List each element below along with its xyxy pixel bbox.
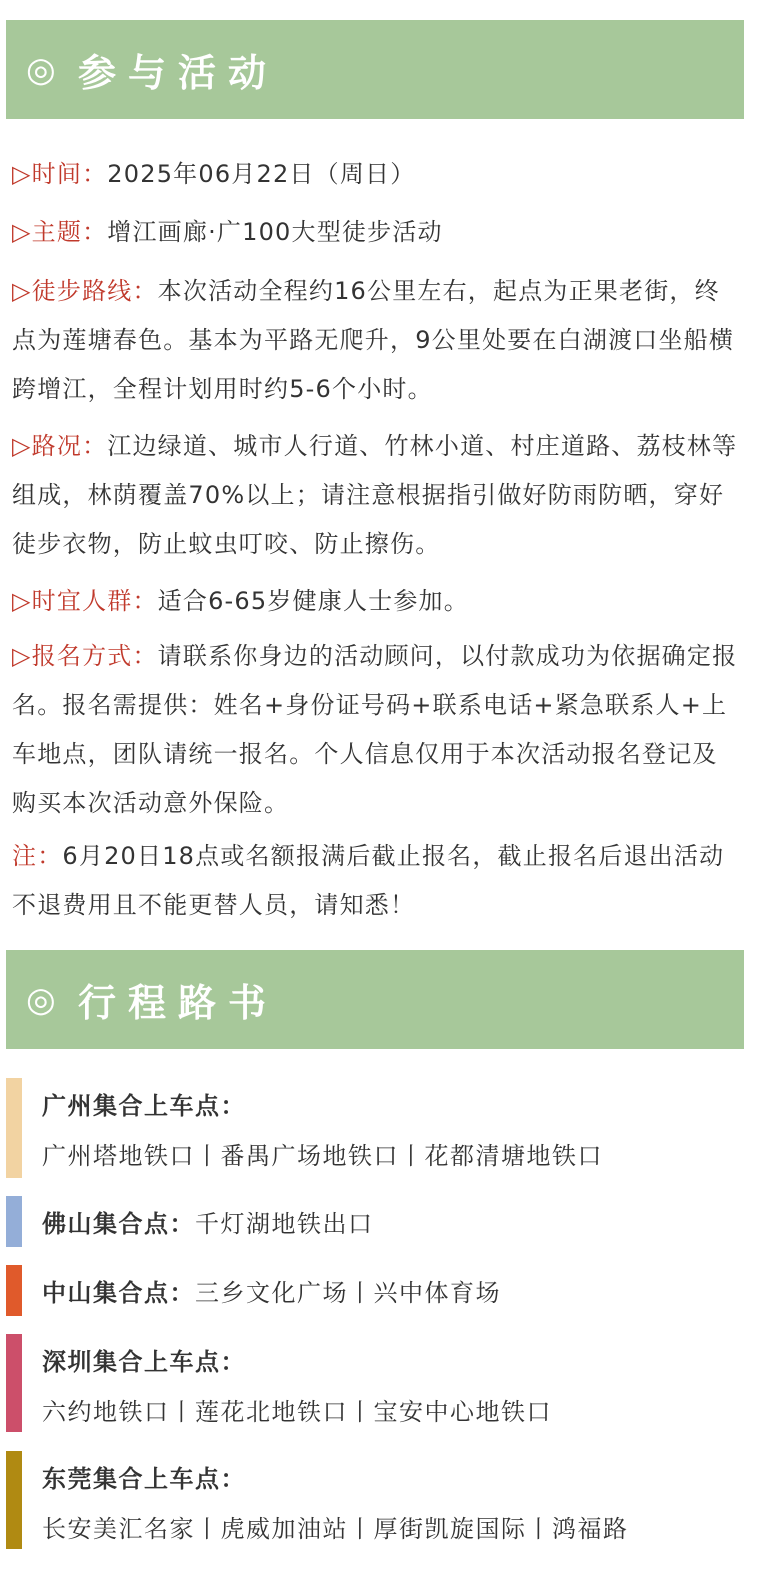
meeting-places: 六约地铁口丨莲花北地铁口丨宝安中心地铁口 — [42, 1398, 552, 1426]
info-label: 时宜人群： — [31, 587, 158, 615]
section-banner-itinerary — [6, 950, 744, 1049]
meeting-point-zhongshan — [6, 1265, 746, 1316]
meeting-point-guangzhou — [6, 1078, 746, 1178]
section-title: 行程路书 — [78, 981, 279, 1025]
info-road — [12, 422, 742, 569]
info-text: 适合6-65岁健康人士参加。 — [157, 587, 469, 615]
color-bar — [6, 1078, 22, 1178]
info-text: 2025年06月22日（周日） — [107, 160, 416, 188]
section-title: 参与活动 — [78, 51, 279, 95]
info-text: 请联系你身边的活动顾问，以付款成功为依据确定报名。报名需提供：姓名+身份证号码+联系电话+紧急联系人+上车地点，团队请统一报名。个人信息仅用于本次活动报名登记及购买本次活动意外保险。 — [12, 642, 738, 817]
meeting-title — [42, 1273, 501, 1308]
note — [12, 832, 742, 930]
info-label: 时间： — [31, 160, 108, 188]
color-bar — [6, 1196, 22, 1247]
triangle-right-icon: ▷ — [12, 587, 32, 615]
meeting-title: 广州集合上车点： — [42, 1092, 246, 1120]
triangle-right-icon: ▷ — [12, 218, 32, 246]
color-bar — [6, 1334, 22, 1432]
section-banner-participate — [6, 20, 744, 119]
note-label: 注： — [12, 842, 63, 870]
info-time — [12, 150, 742, 199]
meeting-places: 千灯湖地铁出口 — [195, 1210, 374, 1238]
circle-icon: ◎ — [26, 49, 56, 90]
info-route — [12, 267, 742, 414]
triangle-right-icon: ▷ — [12, 432, 32, 460]
info-text: 江边绿道、城市人行道、竹林小道、村庄道路、荔枝林等组成，林荫覆盖70%以上；请注意根据指引做好防雨防晒，穿好徒步衣物，防止蚊虫叮咬、防止擦伤。 — [12, 432, 738, 558]
circle-icon: ◎ — [26, 979, 56, 1020]
meeting-places: 广州塔地铁口丨番禺广场地铁口丨花都清塘地铁口 — [42, 1142, 603, 1170]
color-bar — [6, 1451, 22, 1549]
note-text: 6月20日18点或名额报满后截止报名，截止报名后退出活动不退费用且不能更替人员，请知悉！ — [12, 842, 725, 919]
color-bar — [6, 1265, 22, 1316]
meeting-point-dongguan — [6, 1451, 746, 1549]
triangle-right-icon: ▷ — [12, 277, 32, 305]
info-label: 路况： — [31, 432, 108, 460]
meeting-title: 深圳集合上车点： — [42, 1348, 246, 1376]
info-signup — [12, 632, 742, 828]
meeting-title-label: 佛山集合点： — [42, 1210, 195, 1238]
meeting-title: 东莞集合上车点： — [42, 1465, 246, 1493]
info-theme — [12, 208, 742, 257]
triangle-right-icon: ▷ — [12, 160, 32, 188]
meeting-title — [42, 1204, 374, 1239]
info-text: 本次活动全程约16公里左右，起点为正果老街，终点为莲塘春色。基本为平路无爬升，9公里处要在白湖渡口坐船横跨增江，全程计划用时约5-6个小时。 — [12, 277, 735, 403]
meeting-point-foshan — [6, 1196, 746, 1247]
info-audience — [12, 577, 742, 626]
meeting-places: 长安美汇名家丨虎威加油站丨厚街凯旋国际丨鸿福路 — [42, 1515, 629, 1543]
info-label: 主题： — [31, 218, 108, 246]
meeting-places: 三乡文化广场丨兴中体育场 — [195, 1279, 501, 1307]
meeting-point-shenzhen — [6, 1334, 746, 1432]
info-text: 增江画廊·广100大型徒步活动 — [107, 218, 443, 246]
info-label: 徒步路线： — [31, 277, 158, 305]
triangle-right-icon: ▷ — [12, 642, 32, 670]
meeting-title-label: 中山集合点： — [42, 1279, 195, 1307]
info-label: 报名方式： — [31, 642, 158, 670]
